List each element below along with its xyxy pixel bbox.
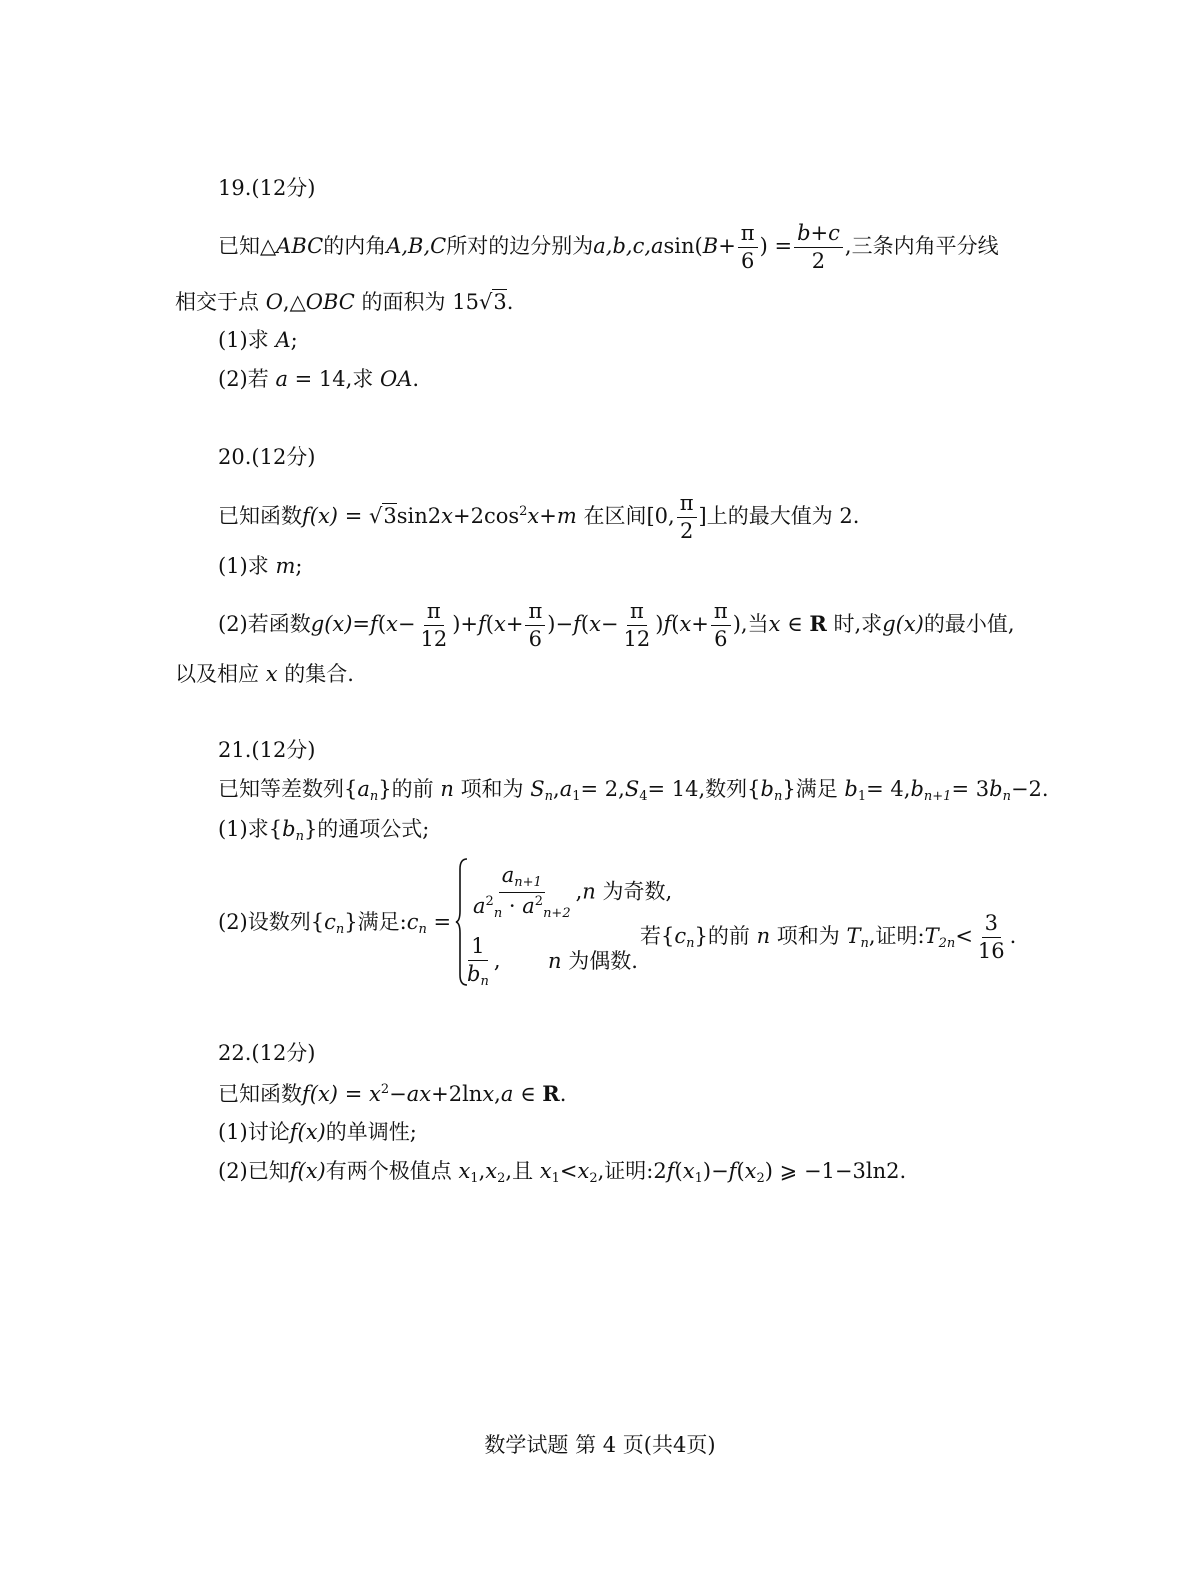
pi-over-6-fraction: $\frac{\pi}{6}$ — [525, 600, 545, 651]
q22-stem: 已知函数$f(x) = x^2-ax+2\ln x,a$ ∈ R. — [218, 1081, 567, 1106]
q20-part1: (1)求 m; — [218, 554, 303, 578]
q19-header: 19.(12分) — [218, 176, 316, 200]
pi-over-12-fraction: $\frac{\pi}{12}$ — [420, 599, 448, 652]
q19-part1: (1)求 A; — [218, 328, 298, 352]
q19-stem-line2: 相交于点 O,△OBC 的面积为 15√3. — [175, 290, 514, 314]
q22-part1: (1)讨论f(x)的单调性; — [218, 1120, 417, 1144]
piecewise-even-case: $\frac{1}{b_n}$ , — [462, 935, 501, 989]
q19-part2: (2)若 a = 14,求 OA. — [218, 367, 420, 391]
page-footer: 数学试题 第 4 页(共4页) — [484, 1433, 716, 1457]
q22-part2: (2)已知f(x)有两个极值点 $x_1,x_2$,且 $x_1<x_2$,证明$:2f(x_1)-f(x_2)$ ⩾ −1−3ln2. — [218, 1159, 907, 1186]
piecewise-odd-case: $\frac{a_{n+1}}{a^2_n \cdot a^2_{n+2}}$ ,n 为奇数, — [468, 864, 672, 922]
q22-header: 22.(12分) — [218, 1041, 316, 1065]
pi-over-12-fraction: $\frac{\pi}{12}$ — [623, 599, 651, 652]
pi-over-6-fraction: $\frac{\pi}{6}$ — [738, 222, 758, 273]
q20-part2-line2: 以及相应 x 的集合. — [175, 662, 354, 686]
piecewise-even-label: n 为偶数. — [548, 949, 638, 973]
q21-part1: (1)求$\{b_n\}$的通项公式; — [218, 817, 430, 844]
pi-over-6-fraction: $\frac{\pi}{6}$ — [711, 600, 731, 651]
b-plus-c-over-2-fraction: $\frac{b+c}{2}$ — [794, 222, 843, 273]
q19-stem-line1: 已知△ABC的内角A,B,C所对的边分别为a,b,c,asin(B+ $\frac{\pi}{6}$ ) = $\frac{b+c}{2}$ ,三条内角平分线 — [218, 221, 999, 274]
q21-header: 21.(12分) — [218, 738, 316, 762]
q21-part2-conclusion: 若$\{c_n\}$的前 n 项和为 $T_n$,证明$:T_{2n}<$ $\frac{3}{16}$ . — [640, 911, 1017, 964]
even-case-fraction: $\frac{1}{b_n}$ — [467, 934, 489, 990]
pi-over-2-fraction: $\frac{\pi}{2}$ — [677, 492, 697, 543]
q20-stem: 已知函数$f(x) = √3\sin 2x+2\cos^2x+m$ 在区间[0, $\frac{\pi}{2}$ ]上的最大值为 2. — [218, 491, 860, 544]
q21-stem: 已知等差数列$\{a_n\}$的前 n 项和为 $S_n,a_1= 2,S_4= 14$,数列$\{b_n\}$满足 $b_1= 4,b_{n+1}= 3b_n-2$. — [218, 777, 1049, 804]
odd-case-fraction: $\frac{a_{n+1}}{a^2_n \cdot a^2_{n+2}}$ — [473, 863, 571, 922]
q21-part2-lead: (2)设数列$\{c_n\}$满足$:c_n$ = — [218, 910, 452, 937]
three-over-sixteen-fraction: $\frac{3}{16}$ — [977, 911, 1005, 964]
q20-part2: (2)若函数g(x)=f(x− $\frac{\pi}{12}$ )+f(x+ $\frac{\pi}{6}$ )−f(x− $\frac{\pi}{12}$ )f(x+ $\frac{\pi}{6}$ ),当x ∈ R 时,求g(x)的最小值, — [218, 599, 1015, 652]
q20-header: 20.(12分) — [218, 445, 316, 469]
